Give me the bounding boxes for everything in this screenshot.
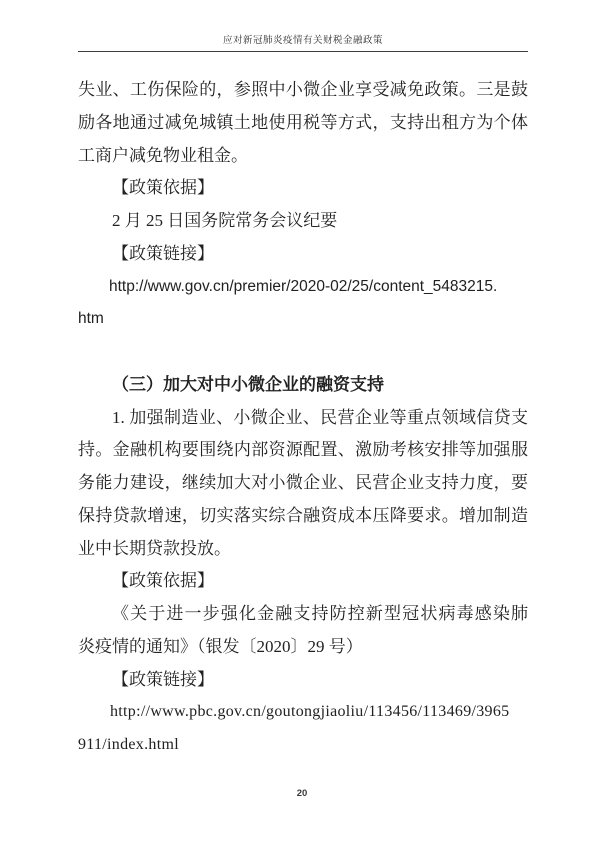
document-body [78,74,528,762]
body-line: 务能力建设，继续加大对小微企业、民营企业支持力度，要 [78,473,528,492]
policy-link-label: 【政策链接】 [112,243,214,263]
body-line: 1. 加强制造业、小微企业、民营企业等重点领域信贷支 [112,407,528,427]
policy-link-label: 【政策链接】 [112,669,214,689]
policy-basis-label: 【政策依据】 [112,178,214,198]
policy-link-url: http://www.pbc.gov.cn/goutongjiaoliu/113456/113469/3965 [110,703,510,721]
body-line: 励各地通过减免城镇土地使用税等方式，支持出租方为个体 [78,112,528,132]
section-heading: （三）加大对中小微企业的融资支持 [112,374,384,394]
policy-basis-text: 2 月 25 日国务院常务会议纪要 [112,211,338,230]
body-line: 持。金融机构要围绕内部资源配置、激励考核安排等加强服 [78,440,528,460]
body-line: 保持贷款增速，切实落实综合融资成本压降要求。增加制造 [78,505,528,525]
blank-line [78,336,528,369]
policy-basis-text: 炎疫情的通知》（银发〔2020〕29 号） [78,636,363,656]
policy-link-url: http://www.gov.cn/premier/2020-02/25/content_5483215. [109,277,498,295]
body-line: 业中长期贷款投放。 [78,538,231,558]
policy-link-url: 911/index.html [78,736,179,753]
policy-link-url: htm [78,310,104,328]
header-title: 应对新冠肺炎疫情有关财税金融政策 [222,36,383,46]
page-number: 20 [296,788,308,799]
policy-basis-text: 《关于进一步强化金融支持防控新型冠状病毒感染肺 [112,604,528,623]
policy-basis-label: 【政策依据】 [112,571,214,591]
page-header [78,32,528,52]
body-line: 工商户减免物业租金。 [78,145,248,165]
body-line: 失业、工伤保险的，参照中小微企业享受减免政策。三是鼓 [78,80,528,99]
